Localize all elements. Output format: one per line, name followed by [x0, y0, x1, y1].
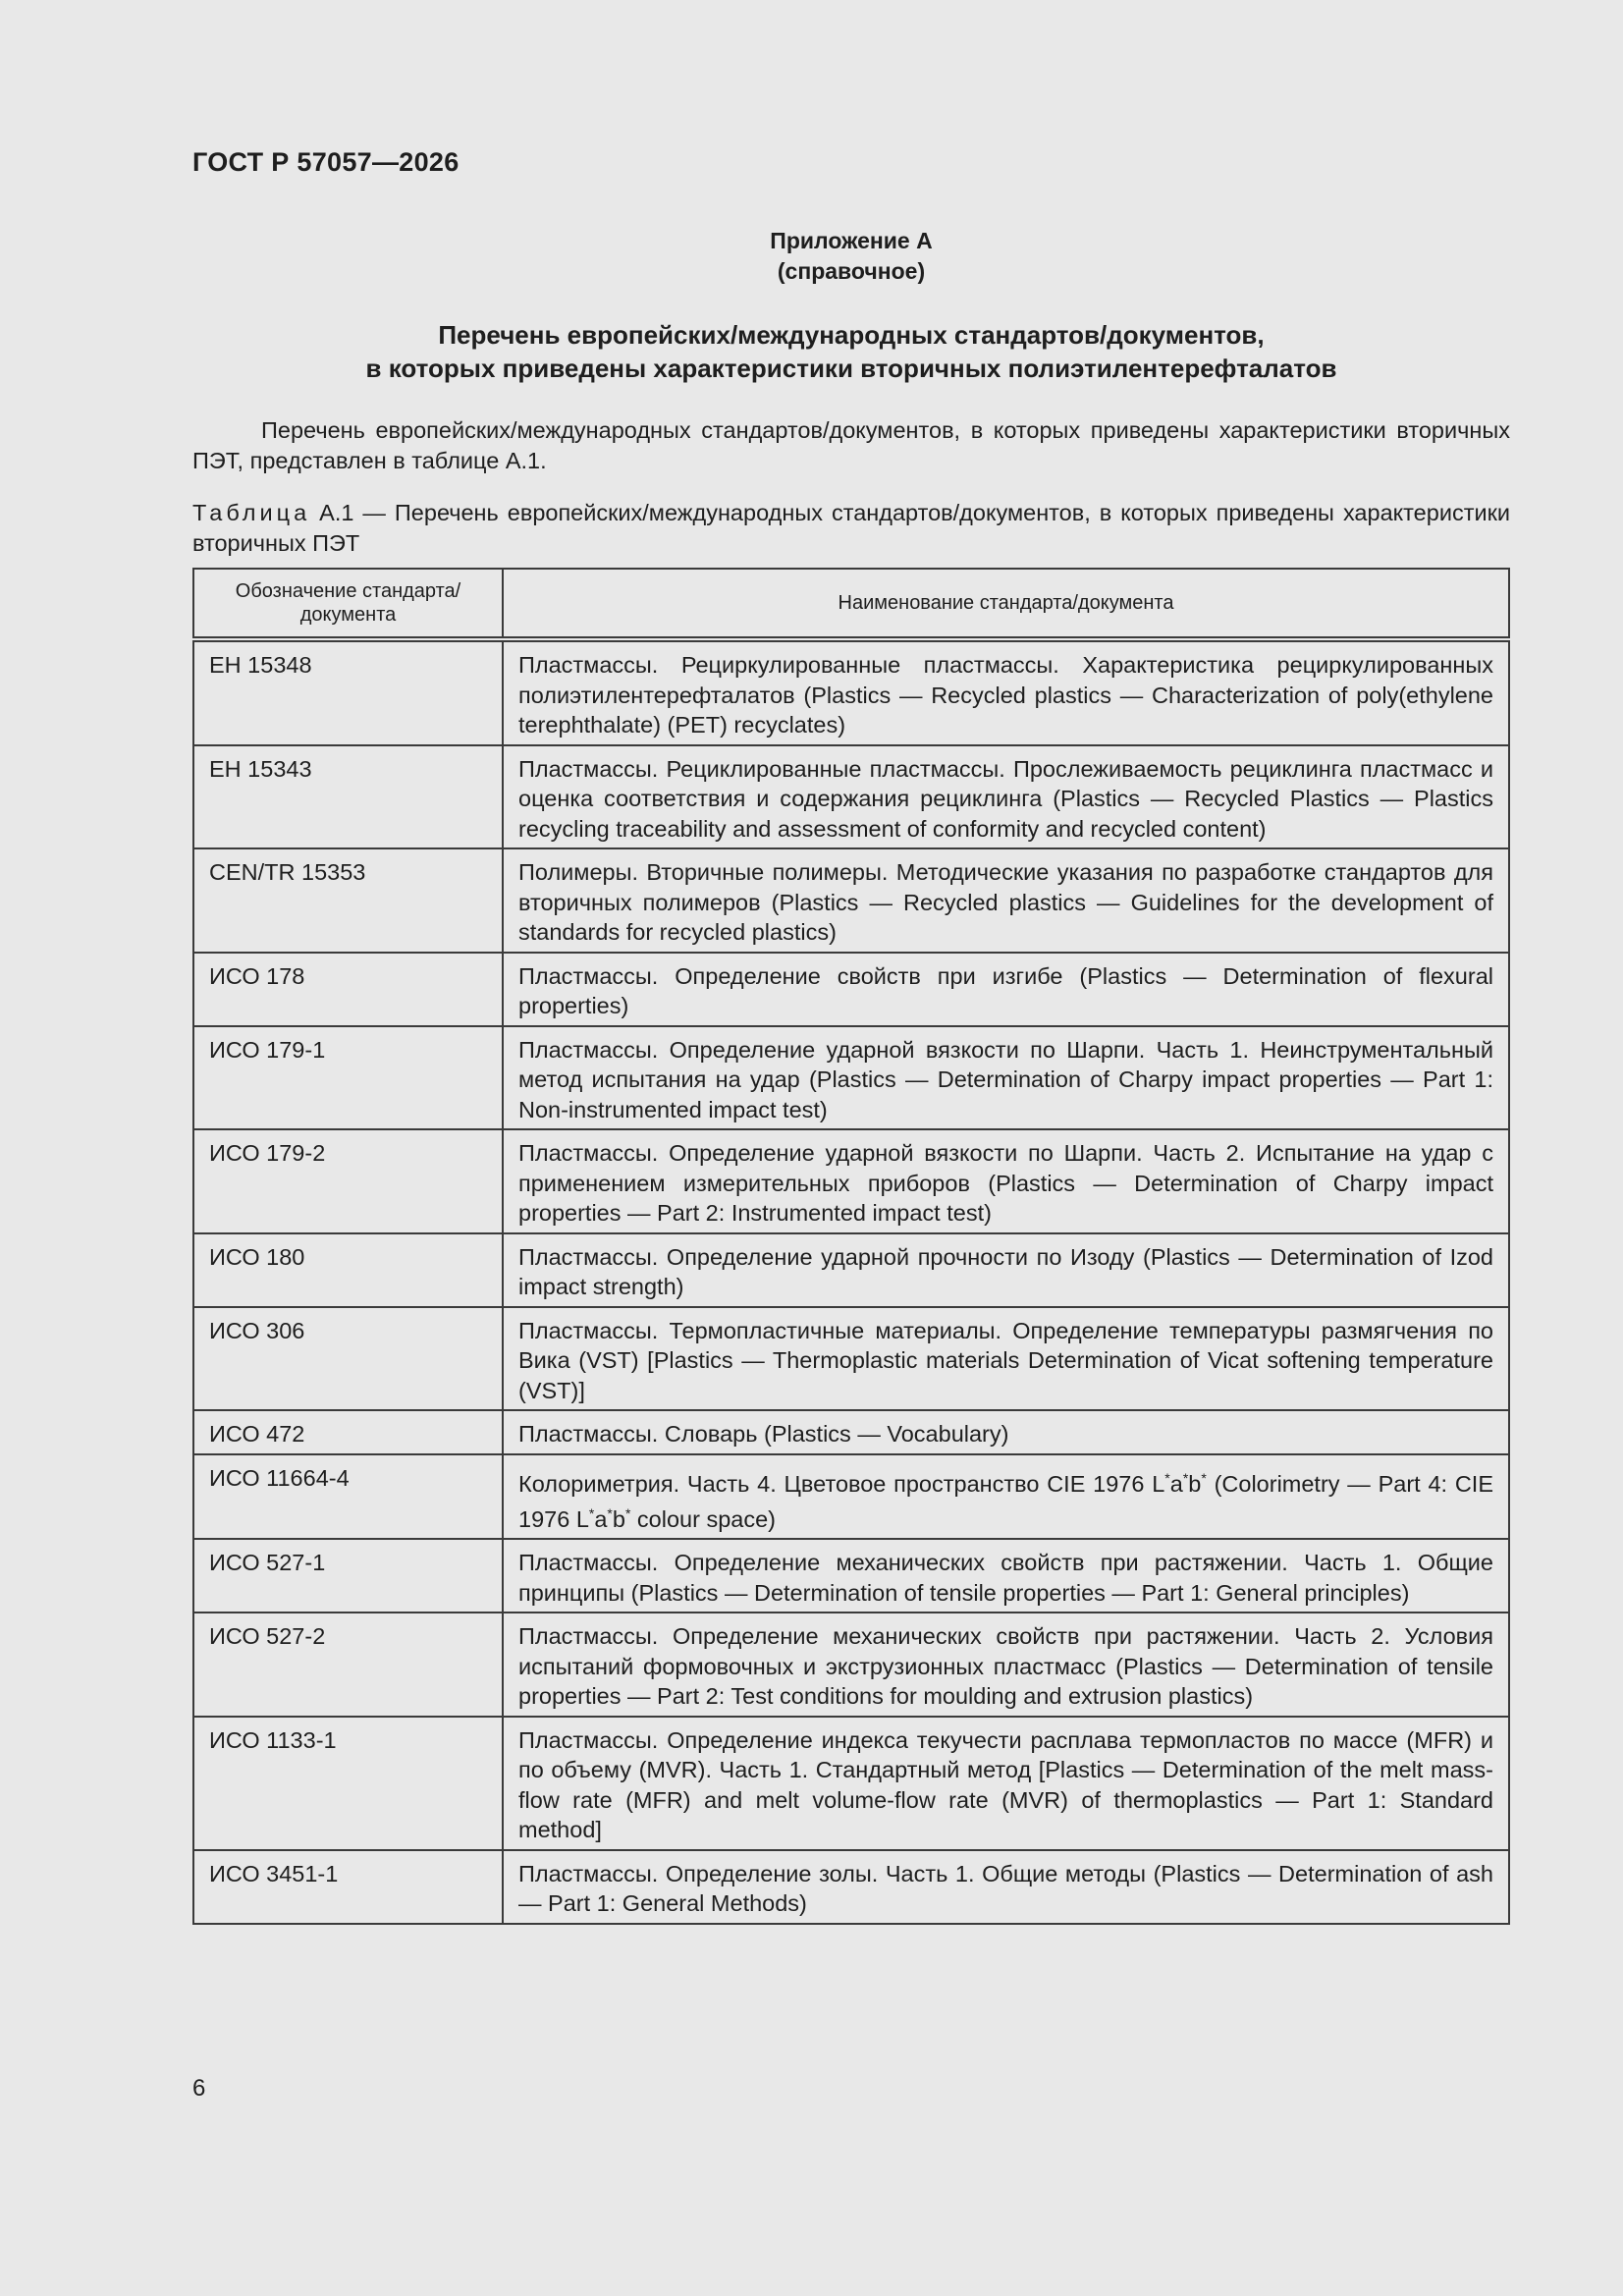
standard-name-cell: Пластмассы. Определение ударной вязкости по Шарпи. Часть 1. Неинструментальный метод испытания на удар (Plastics — Determination of Charpy impact properties — Part 1: Non-instrumented impact test) [503, 1026, 1509, 1130]
standard-code-cell: ЕН 15348 [193, 639, 503, 745]
standard-code-cell: ИСО 472 [193, 1410, 503, 1454]
standard-code-cell: ИСО 527-2 [193, 1613, 503, 1717]
standard-name-cell: Пластмассы. Словарь (Plastics — Vocabulary) [503, 1410, 1509, 1454]
document-designation: ГОСТ Р 57057—2026 [192, 147, 460, 177]
standard-name-cell: Пластмассы. Рециркулированные пластмассы. Характеристика рециркулированных полиэтилентерефталатов (Plastics — Recycled plastics — Characterization of poly(ethylene terephthalate) (PET) recyclates) [503, 639, 1509, 745]
standard-code-cell: ИСО 179-1 [193, 1026, 503, 1130]
appendix-heading [192, 318, 1510, 385]
standard-name-cell: Пластмассы. Термопластичные материалы. Определение температуры размягчения по Вика (VST) [Plastics — Thermoplastic materials Determination of Vicat softening temperature (VST)] [503, 1307, 1509, 1411]
standard-code-cell: ИСО 527-1 [193, 1539, 503, 1613]
table-row [193, 639, 1509, 745]
table-row [193, 1539, 1509, 1613]
standard-name-cell: Колориметрия. Часть 4. Цветовое пространство CIE 1976 L*a*b* (Colorimetry — Part 4: CIE 1976 L*a*b* colour space) [503, 1454, 1509, 1540]
standard-name-cell: Пластмассы. Определение индекса текучести расплава термопластов по массе (MFR) и по объему (MVR). Часть 1. Стандартный метод [Plastics — Determination of the melt mass-flow rate (MFR) and melt volume-flow rate (MVR) of thermoplastics — Part 1: Standard method] [503, 1717, 1509, 1850]
table-row [193, 1307, 1509, 1411]
standard-name-cell: Пластмассы. Определение механических свойств при растяжении. Часть 1. Общие принципы (Plastics — Determination of tensile properties — Part 1: General principles) [503, 1539, 1509, 1613]
table-row [193, 1454, 1509, 1540]
table-caption [192, 498, 1510, 559]
standard-code-cell: CEN/TR 15353 [193, 848, 503, 953]
standard-name-cell: Пластмассы. Определение свойств при изгибе (Plastics — Determination of flexural properties) [503, 953, 1509, 1026]
table-row [193, 1613, 1509, 1717]
table-row [193, 1026, 1509, 1130]
standard-code-cell: ИСО 11664-4 [193, 1454, 503, 1540]
table-body [193, 639, 1509, 1924]
page-number: 6 [192, 2075, 206, 2102]
table-row [193, 1850, 1509, 1924]
column-header-name: Наименование стандарта/документа [503, 569, 1509, 639]
standard-code-cell: ЕН 15343 [193, 745, 503, 849]
standard-name-cell: Пластмассы. Определение ударной вязкости по Шарпи. Часть 2. Испытание на удар с применением измерительных приборов (Plastics — Determination of Charpy impact properties — Part 2: Instrumented impact test) [503, 1129, 1509, 1233]
table-header-row [193, 569, 1509, 639]
table-row [193, 953, 1509, 1026]
standard-code-cell: ИСО 179-2 [193, 1129, 503, 1233]
intro-paragraph: Перечень европейских/международных стандартов/документов, в которых приведены характеристики вторичных ПЭТ, представлен в таблице А.1. [192, 417, 1510, 473]
appendix-type: (справочное) [777, 258, 926, 284]
standard-name-cell: Полимеры. Вторичные полимеры. Методические указания по разработке стандартов для вторичных полимеров (Plastics — Recycled plastics — Guidelines for the development of standards for recycled plastics) [503, 848, 1509, 953]
heading-line-2: в которых приведены характеристики вторичных полиэтилентерефталатов [365, 354, 1337, 383]
standard-code-cell: ИСО 180 [193, 1233, 503, 1307]
table-row [193, 848, 1509, 953]
table-row [193, 1129, 1509, 1233]
table-row [193, 745, 1509, 849]
standard-name-cell: Пластмассы. Определение ударной прочности по Изоду (Plastics — Determination of Izod impact strength) [503, 1233, 1509, 1307]
heading-line-1: Перечень европейских/международных стандартов/документов, [438, 320, 1265, 350]
standard-code-cell: ИСО 306 [193, 1307, 503, 1411]
standard-name-cell: Пластмассы. Определение механических свойств при растяжении. Часть 2. Условия испытаний формовочных и экструзионных пластмасс (Plastics — Determination of tensile properties — Part 2: Test conditions for moulding and extrusion plastics) [503, 1613, 1509, 1717]
table-caption-label: Таблица [192, 500, 311, 525]
standards-table [192, 568, 1510, 1925]
table-caption-text: А.1 — Перечень европейских/международных стандартов/документов, в которых приведены характеристики вторичных ПЭТ [192, 500, 1510, 556]
standard-code-cell: ИСО 178 [193, 953, 503, 1026]
table-row [193, 1410, 1509, 1454]
appendix-header [192, 226, 1510, 287]
standard-name-cell: Пластмассы. Рециклированные пластмассы. Прослеживаемость рециклинга пластмасс и оценка соответствия и содержания рециклинга (Plastics — Recycled Plastics — Plastics recycling traceability and assessment of conformity and recycled content) [503, 745, 1509, 849]
table-row [193, 1233, 1509, 1307]
column-header-code: Обозначение стандарта/ документа [193, 569, 503, 639]
standard-code-cell: ИСО 1133-1 [193, 1717, 503, 1850]
standard-code-cell: ИСО 3451-1 [193, 1850, 503, 1924]
standard-name-cell: Пластмассы. Определение золы. Часть 1. Общие методы (Plastics — Determination of ash — Part 1: General Methods) [503, 1850, 1509, 1924]
appendix-title: Приложение А [770, 228, 933, 253]
table-row [193, 1717, 1509, 1850]
